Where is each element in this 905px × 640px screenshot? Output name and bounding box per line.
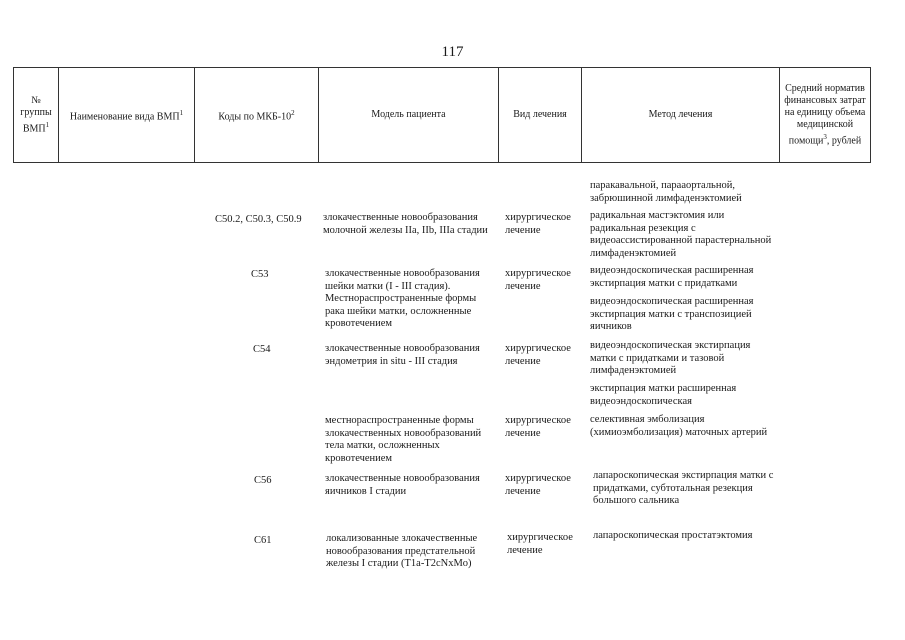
method-cell: лапароскопическая простатэктомия — [593, 530, 753, 541]
method-cell: видеоэндоскопическая экстирпация матки с придатками и тазовой лимфаденэктомией — [590, 340, 751, 376]
header-mkb-codes: Коды по МКБ-$10^2$ — [195, 68, 319, 163]
method-cell: видеоэндоскопическая расширенная экстирпация матки с транспозицией яичников — [590, 296, 754, 332]
header-group-no: № группы ВМП$^1$ — [14, 68, 59, 163]
header-treatment-type: Вид лечения — [499, 68, 582, 163]
patient-model-cell: злокачественные новообразования шейки матки (I - III стадия). Местнораспространенные формы рака шейки матки, осложненные кровотечением — [325, 268, 480, 329]
treatment-type-cell: хирургическое лечение — [505, 415, 571, 439]
table-header — [13, 67, 871, 163]
header-treatment-method: Метод лечения — [582, 68, 780, 163]
patient-model-cell: злокачественные новообразования яичников I стадии — [325, 473, 480, 497]
mkb-code-cell: C61 — [254, 535, 272, 546]
patient-model-cell: локализованные злокачественные новообразования предстательной железы I стадии (T1a-T2cNxMo) — [326, 533, 478, 569]
mkb-code-cell: C53 — [251, 269, 269, 280]
method-cell: селективная эмболизация (химиоэмболизация) маточных артерий — [590, 414, 768, 438]
method-cell: радикальная мастэктомия или радикальная резекция с видеоассистированной парастернальной лимфаденэктомией — [590, 210, 772, 259]
mkb-code-cell: C50.2, C50.3, C50.9 — [215, 214, 302, 225]
header-patient-model: Модель пациента — [319, 68, 499, 163]
method-cell: видеоэндоскопическая расширенная экстирпация матки с придатками — [590, 265, 754, 289]
treatment-type-cell: хирургическое лечение — [505, 473, 571, 497]
treatment-type-cell: хирургическое лечение — [507, 532, 573, 556]
header-avg-cost: Средний норматив финансовых затрат на единицу объема медицинской помощи$^3$, рублей — [780, 68, 871, 163]
page-number: 117 — [441, 44, 464, 60]
patient-model-cell: местнораспространенные формы злокачественных новообразований тела матки, осложненных кровотечением — [325, 415, 482, 464]
method-cell: экстирпация матки расширенная видеоэндоскопическая — [590, 383, 737, 407]
treatment-type-cell: хирургическое лечение — [505, 212, 571, 236]
treatment-type-cell: хирургическое лечение — [505, 268, 571, 292]
header-vmp-name: Наименование вида ВМП$^1$ — [59, 68, 195, 163]
mkb-code-cell: C54 — [253, 344, 271, 355]
method-cell: паракавальной, парааортальной, забрюшинной лимфаденэктомией — [590, 180, 742, 204]
method-cell: лапароскопическая экстирпация матки с придатками, субтотальная резекция большого сальника — [593, 470, 774, 506]
mkb-code-cell: C56 — [254, 475, 272, 486]
patient-model-cell: злокачественные новообразования молочной железы IIa, IIb, IIIa стадии — [323, 212, 488, 236]
patient-model-cell: злокачественные новообразования эндометрия in situ - III стадия — [325, 343, 480, 367]
treatment-type-cell: хирургическое лечение — [505, 343, 571, 367]
